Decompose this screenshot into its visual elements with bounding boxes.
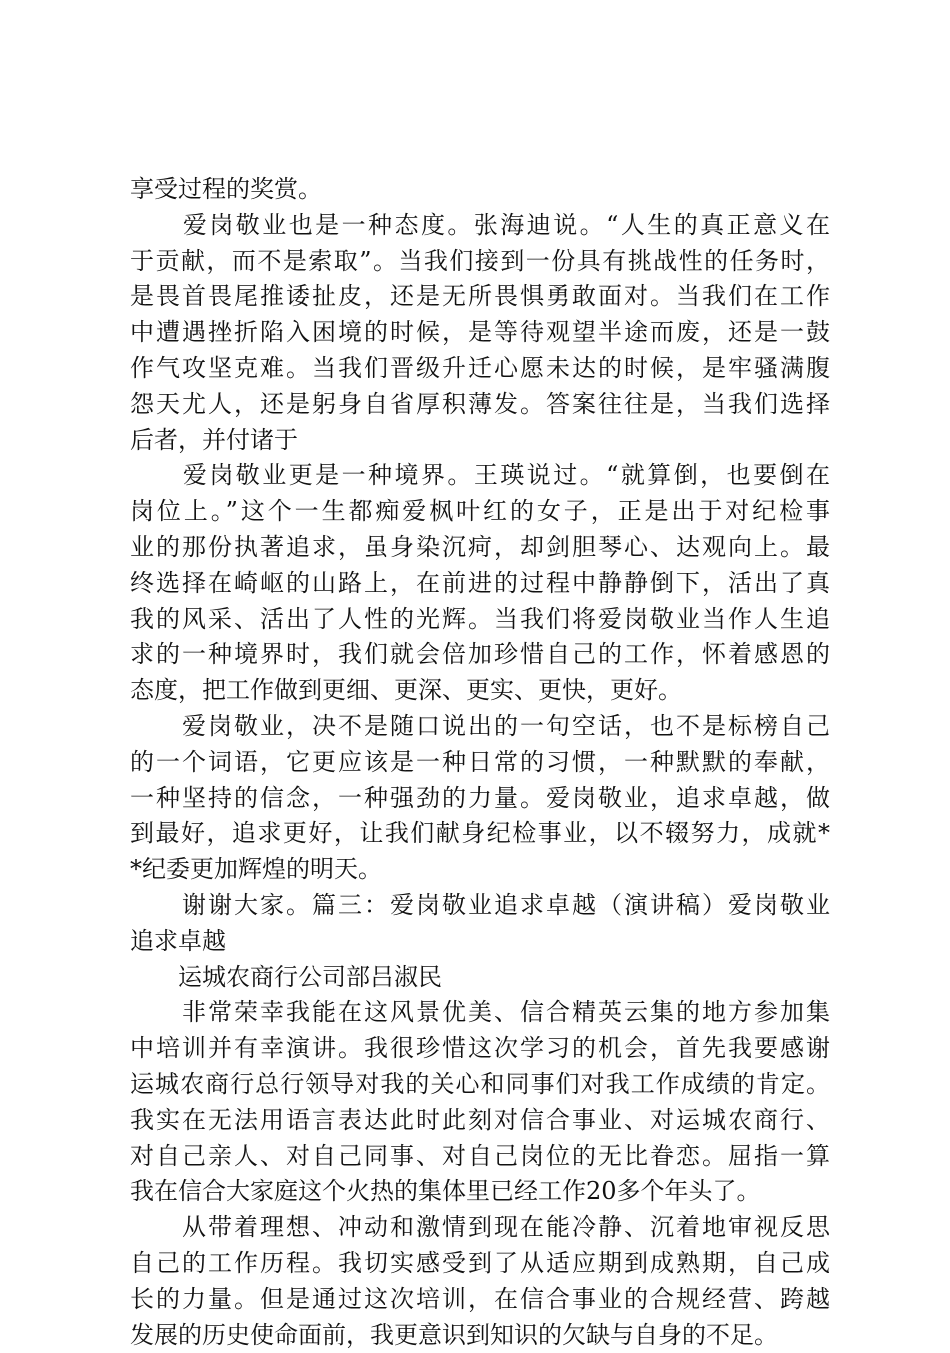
text-line: 享受过程的奖赏。 <box>130 172 830 208</box>
text-line: 于贡献，而不是索取”。当我们接到一份具有挑战性的任务时， <box>130 244 830 280</box>
text-line: 中培训并有幸演讲。我很珍惜这次学习的机会，首先我要感谢 <box>130 1031 830 1067</box>
text-line: 运城农商行总行领导对我的关心和同事们对我工作成绩的肯定。 <box>130 1067 830 1103</box>
text-line: 业的那份执著追求，虽身染沉疴，却剑胆琴心、达观向上。最 <box>130 530 830 566</box>
text-line: 我在信合大家庭这个火热的集体里已经工作20多个年头了。 <box>130 1174 830 1210</box>
text-line: 我的风采、活出了人性的光辉。当我们将爱岗敬业当作人生追 <box>130 602 830 638</box>
text-line: 到最好，追求更好，让我们献身纪检事业，以不辍努力，成就* <box>130 816 830 852</box>
text-line: 岗位上。”这个一生都痴爱枫叶红的女子，正是出于对纪检事 <box>130 494 830 530</box>
text-line: 求的一种境界时，我们就会倍加珍惜自己的工作，怀着感恩的 <box>130 637 830 673</box>
paragraph-first-line: 爱岗敬业也是一种态度。张海迪说。“人生的真正意义在 <box>130 208 830 244</box>
text-line: 终选择在崎岖的山路上，在前进的过程中静静倒下，活出了真 <box>130 566 830 602</box>
text-line: 长的力量。但是通过这次培训，在信合事业的合规经营、跨越 <box>130 1282 830 1318</box>
text-line: 中遭遇挫折陷入困境的时候，是等待观望半途而废，还是一鼓 <box>130 315 830 351</box>
paragraph-first-line: 从带着理想、冲动和激情到现在能冷静、沉着地审视反思 <box>130 1210 830 1246</box>
paragraph-first-line: 非常荣幸我能在这风景优美、信合精英云集的地方参加集 <box>130 995 830 1031</box>
paragraph-first-line: 爱岗敬业更是一种境界。王瑛说过。“就算倒，也要倒在 <box>130 458 830 494</box>
text-line: 一种坚持的信念，一种强劲的力量。爱岗敬业，追求卓越，做 <box>130 781 830 817</box>
text-line: 怨天尤人，还是躬身自省厚积薄发。答案往往是，当我们选择 <box>130 387 830 423</box>
text-line: 追求卓越 <box>130 924 830 960</box>
paragraph-first-line: 谢谢大家。篇三：爱岗敬业追求卓越（演讲稿）爱岗敬业 <box>130 888 830 924</box>
text-line: 态度，把工作做到更细、更深、更实、更快，更好。 <box>130 673 830 709</box>
text-line: 自己的工作历程。我切实感受到了从适应期到成熟期，自己成 <box>130 1246 830 1282</box>
text-line: 对自己亲人、对自己同事、对自己岗位的无比眷恋。屈指一算 <box>130 1139 830 1175</box>
author-line: 运城农商行公司部吕淑民 <box>130 960 830 996</box>
text-line: 后者，并付诸于 <box>130 423 830 459</box>
text-line: *纪委更加辉煌的明天。 <box>130 852 830 888</box>
text-line: 作气攻坚克难。当我们晋级升迁心愿未达的时候，是牢骚满腹 <box>130 351 830 387</box>
document-body-text <box>130 172 830 1353</box>
text-line: 我实在无法用语言表达此时此刻对信合事业、对运城农商行、 <box>130 1103 830 1139</box>
text-line: 的一个词语，它更应该是一种日常的习惯，一种默默的奉献， <box>130 745 830 781</box>
text-line: 发展的历史使命面前，我更意识到知识的欠缺与自身的不足。 <box>130 1318 830 1353</box>
paragraph-first-line: 爱岗敬业，决不是随口说出的一句空话，也不是标榜自己 <box>130 709 830 745</box>
text-line: 是畏首畏尾推诿扯皮，还是无所畏惧勇敢面对。当我们在工作 <box>130 279 830 315</box>
